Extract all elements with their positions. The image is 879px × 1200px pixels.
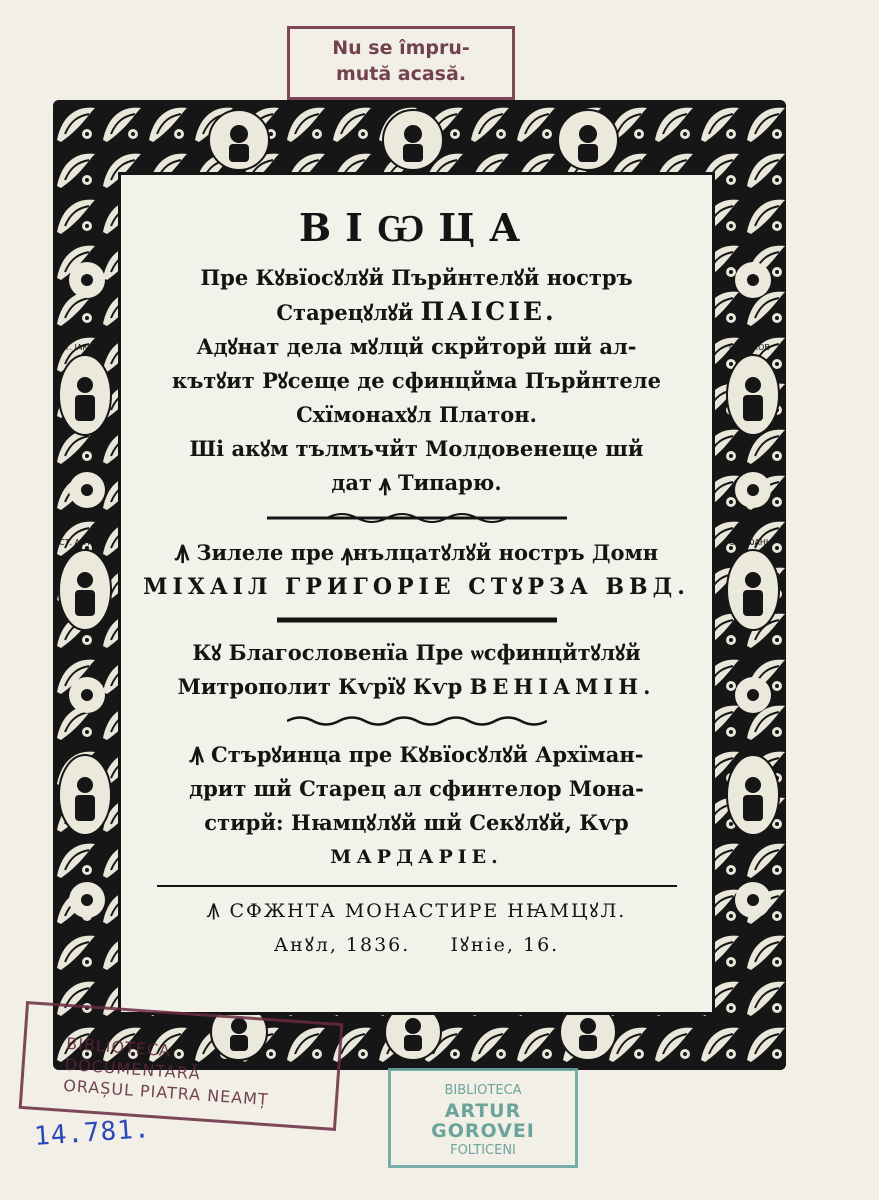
stamp-line: BIBLIOTECA (444, 1083, 522, 1098)
title-line-elder (121, 295, 712, 330)
imprint-year: Анꙋл, 1836. (273, 934, 411, 956)
imprint-day: Іꙋніе, 16. (450, 934, 560, 956)
library-stamp-bottom-right (388, 1068, 578, 1168)
title-line: Адꙋнат дела мꙋлцй скрйторй шй ал- (196, 334, 637, 359)
effort-line: стирй: Нꙗмцꙋлꙋй шй Секꙋлꙋй, Кѵр (204, 810, 629, 835)
stamp-line: ORAȘUL PIATRA NEAMȚ (62, 1075, 270, 1110)
title-line: кътꙋит Рꙋсеще де сфинцйма Пърйнтеле (172, 368, 661, 393)
medallion-label-right: СТ. ІѠАНН (729, 538, 772, 547)
blessing-line: Кꙋ Благословенїа Пре ѡсфинцйтꙋлꙋй (192, 640, 641, 665)
vine-divider-icon (267, 510, 567, 526)
title-panel (118, 172, 715, 1015)
effort-line: Ꙟ Стърꙋинца пре Кꙋвїосꙋлꙋй Архїман- (189, 742, 644, 767)
medallion-label-right: СТ. ІАКОВ (729, 343, 770, 352)
divider-icon (277, 614, 557, 626)
medallion-label-right: СТ. ФЕОДО (729, 743, 776, 752)
book-title: ВІѠЦА (298, 205, 535, 250)
blessing-line: Митрополит Кѵрїꙋ Кѵр (177, 674, 463, 699)
medallion-label-left: СТ. ІАКО (59, 343, 95, 352)
medallion-label-left: СТ. ВАСІЛ (59, 743, 100, 752)
divider-icon (157, 882, 677, 890)
imprint-date (121, 928, 712, 962)
ruler-name: МІХАІЛ ГРИГОРІЕ СТꙋРЗА ВВД. (143, 574, 690, 600)
library-stamp-top (287, 26, 515, 100)
stamp-line: BIBLIOTECA (65, 1033, 172, 1061)
vine-divider-icon (287, 714, 547, 728)
stamp-line: DOCUMENTARĂ (64, 1054, 202, 1084)
saint-name: ПАІСІЕ. (420, 297, 557, 326)
metropolitan-name: ВЕНІАМІН. (469, 674, 656, 699)
title-line: Ші акꙋм тълмъчйт Молдовенеще шй (189, 436, 644, 461)
title-line: дат ꙟ Типарю. (331, 470, 502, 495)
blessing-line-2 (121, 670, 712, 704)
inventory-number: 14.781. (33, 1113, 152, 1153)
title-line: Схїмонахꙋл Платон. (296, 402, 537, 427)
imprint-place: Ꙟ СФЖНТА МОНАСТИРЕ НꙖМЦꙋЛ. (206, 900, 627, 922)
library-stamp-bottom-left (19, 1001, 344, 1131)
stamp-line: FOLTICENI (450, 1143, 516, 1158)
stamp-line: mută acasă. (335, 63, 467, 85)
effort-line: дрит шй Старец ал сфинтелор Мона- (189, 776, 644, 801)
title-line: Пре Кꙋвїосꙋлꙋй Пърйнтелꙋй ностръ (200, 265, 633, 290)
reign-line: Ꙟ Зилеле пре ꙟнълцатꙋлꙋй ностръ Домн (174, 540, 659, 565)
archimandrite-name: МАРДАРІЕ. (330, 846, 503, 868)
stamp-line: ARTUR GOROVEI (431, 1100, 535, 1142)
title-line: Старецꙋлꙋй (276, 300, 414, 325)
medallion-label-left: СТ. АНТО (59, 538, 98, 547)
stamp-line: Nu se împru- (332, 37, 470, 59)
